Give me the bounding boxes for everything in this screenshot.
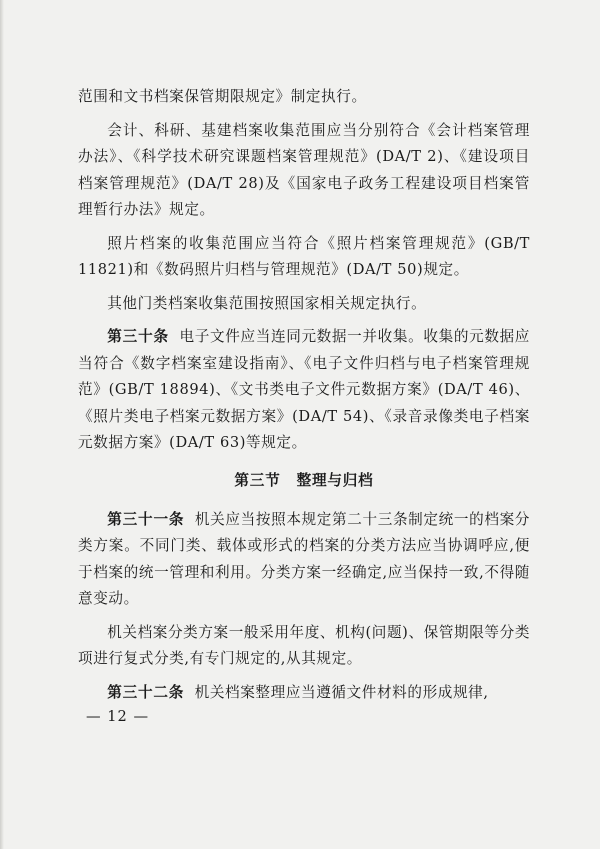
paragraph-text: 电子文件应当连同元数据一并收集。收集的元数据应当符合《数字档案室建设指南》、《电子文件归档与电子档案管理规范》(GB/T 18894)、《文书类电子文件元数据方案》(DA/T 46)、《照片类电子档案元数据方案》(DA/T 54)、《录音录像类电子档案元数据方案》(DA/T 63)等规定。 bbox=[78, 328, 530, 451]
paragraph-4 bbox=[78, 291, 530, 318]
section-title: 整理与归档 bbox=[296, 471, 374, 489]
document-page bbox=[78, 84, 530, 713]
paragraph-text: 会计、科研、基建档案收集范围应当分别符合《会计档案管理办法》、《科学技术研究课题档案管理规范》(DA/T 2)、《建设项目档案管理规范》(DA/T 28)及《国家电子政务工程建设项目档案管理暂行办法》规定。 bbox=[78, 121, 530, 218]
paragraph-text: 机关应当按照本规定第二十三条制定统一的档案分类方案。不同门类、载体或形式的档案的分类方法应当协调呼应,便于档案的统一管理和利用。分类方案一经确定,应当保持一致,不得随意变动。 bbox=[78, 510, 530, 607]
paragraph-text: 照片档案的收集范围应当符合《照片档案管理规范》(GB/T 11821)和《数码照片归档与管理规范》(DA/T 50)规定。 bbox=[78, 234, 530, 278]
article-number: 第三十一条 bbox=[107, 510, 185, 528]
scan-edge bbox=[0, 0, 4, 849]
article-32 bbox=[78, 680, 530, 707]
paragraph-2 bbox=[78, 118, 530, 224]
paragraph-text: 机关档案整理应当遵循文件材料的形成规律, bbox=[194, 683, 489, 701]
paragraph-text: 范围和文书档案保管期限规定》制定执行。 bbox=[78, 88, 367, 105]
paragraph-text: 机关档案分类方案一般采用年度、机构(问题)、保管期限等分类项进行复式分类,有专门规定的,从其规定。 bbox=[78, 623, 531, 667]
article-30 bbox=[78, 324, 530, 457]
section-heading bbox=[78, 468, 530, 494]
page-number: — 12 — bbox=[86, 708, 150, 725]
paragraph-1 bbox=[78, 84, 530, 111]
article-31 bbox=[78, 507, 530, 613]
paragraph-7 bbox=[78, 620, 530, 673]
article-number: 第三十二条 bbox=[107, 683, 185, 701]
paragraph-3 bbox=[78, 231, 530, 284]
paragraph-text: 其他门类档案收集范围按照国家相关规定执行。 bbox=[107, 294, 427, 312]
section-number: 第三节 bbox=[234, 471, 281, 489]
article-number: 第三十条 bbox=[107, 328, 169, 345]
